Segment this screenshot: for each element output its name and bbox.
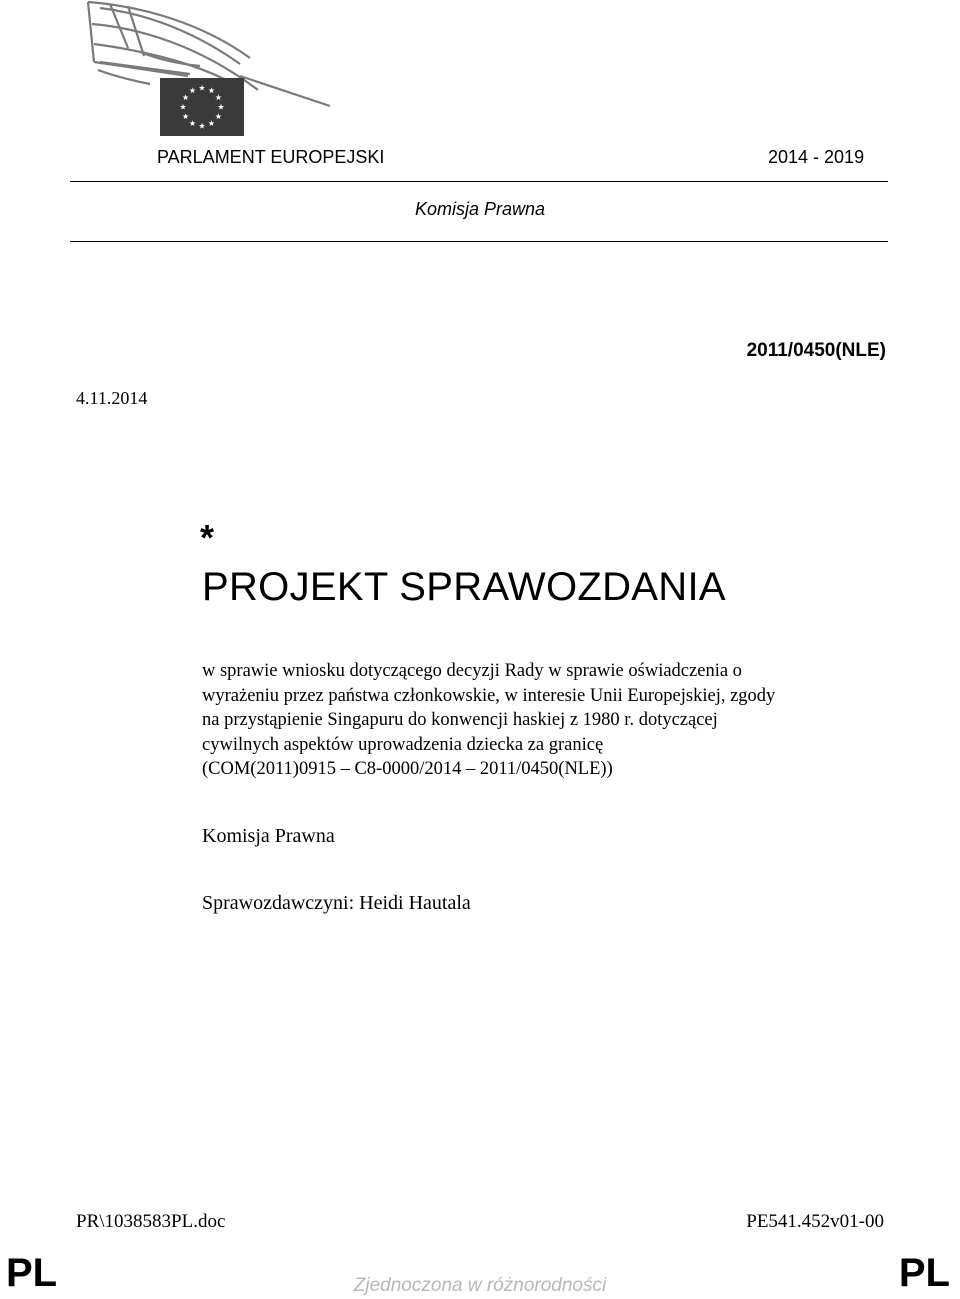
- procedure-asterisk: *: [200, 517, 215, 558]
- eu-motto: Zjednoczona w różnorodności: [353, 1275, 607, 1296]
- subject-line: (COM(2011)0915 – C8-0000/2014 – 2011/0450(NLE)): [202, 759, 613, 780]
- subject-line: wyrażeniu przez państwa członkowskie, w interesie Unii Europejskiej, zgody: [202, 685, 776, 706]
- rapporteur: Sprawozdawczyni: Heidi Hautala: [202, 892, 471, 914]
- subject-line: cywilnych aspektów uprowadzenia dziecka za granicę: [202, 734, 604, 755]
- file-name: PR\1038583PL.doc: [76, 1211, 226, 1232]
- language-code-left: PL: [6, 1251, 58, 1295]
- procedure-reference: 2011/0450(NLE): [746, 340, 886, 361]
- document-date: 4.11.2014: [76, 388, 148, 408]
- document-title: PROJEKT SPRAWOZDANIA: [202, 565, 726, 609]
- header-divider: [70, 181, 888, 182]
- parliamentary-term: 2014 - 2019: [768, 147, 865, 167]
- responsible-committee: Komisja Prawna: [202, 825, 335, 847]
- european-parliament-logo: [80, 0, 340, 140]
- header-committee: Komisja Prawna: [414, 199, 546, 219]
- header-divider-bottom: [70, 241, 888, 242]
- subject-line: na przystąpienie Singapuru do konwencji haskiej z 1980 r. dotyczącej: [202, 710, 718, 731]
- pe-number: PE541.452v01-00: [746, 1211, 884, 1232]
- institution-name: PARLAMENT EUROPEJSKI: [157, 147, 385, 167]
- subject-line: w sprawie wniosku dotyczącego decyzji Rady w sprawie oświadczenia o: [202, 661, 742, 681]
- language-code-right: PL: [898, 1251, 950, 1295]
- document-subject: [202, 659, 892, 782]
